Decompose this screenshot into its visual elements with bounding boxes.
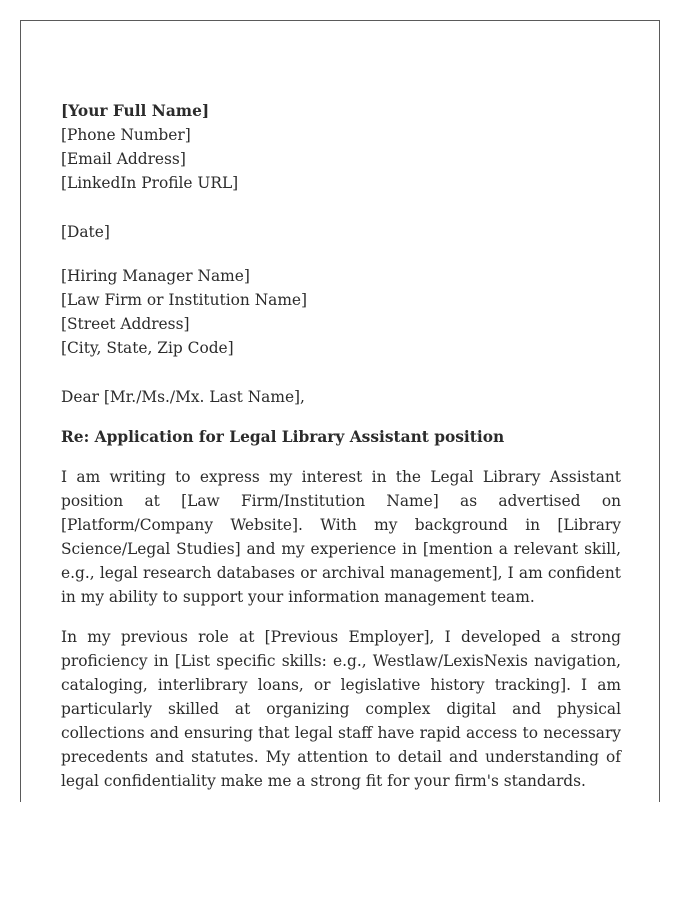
salutation: Dear [Mr./Ms./Mx. Last Name], <box>61 388 305 406</box>
body-paragraph-2: In my previous role at [Previous Employer], I developed a strong proficiency in [List specific skills: e.g., Westlaw/LexisNexis navigation, cataloging, interlibrary loans, or legislative history tracking]. I am particularly skilled at organizing complex digital and physical collections and ensuring that legal staff have rapid access to necessary precedents and statutes. My attention to detail and understanding of legal confidentiality make me a strong fit for your firm's standards. <box>61 628 621 790</box>
letter-page <box>20 20 660 802</box>
recipient-city-state-zip: [City, State, Zip Code] <box>61 339 234 357</box>
subject-line: Re: Application for Legal Library Assistant position <box>61 428 505 446</box>
letter-date: [Date] <box>61 223 110 241</box>
sender-linkedin: [LinkedIn Profile URL] <box>61 174 239 192</box>
body-paragraph-1: I am writing to express my interest in the Legal Library Assistant position at [Law Firm/Institution Name] as advertised on [Platform/Company Website]. With my background in [Library Science/Legal Studies] and my experience in [mention a relevant skill, e.g., legal research databases or archival management], I am confident in my ability to support your information management team. <box>61 468 621 606</box>
letter-body <box>61 99 621 793</box>
date-block <box>61 220 621 244</box>
sender-phone: [Phone Number] <box>61 126 191 144</box>
sender-email: [Email Address] <box>61 150 186 168</box>
recipient-street: [Street Address] <box>61 315 190 333</box>
sender-block <box>61 99 621 195</box>
recipient-manager: [Hiring Manager Name] <box>61 267 250 285</box>
sender-name: [Your Full Name] <box>61 102 210 120</box>
recipient-organization: [Law Firm or Institution Name] <box>61 291 308 309</box>
recipient-block <box>61 264 621 360</box>
